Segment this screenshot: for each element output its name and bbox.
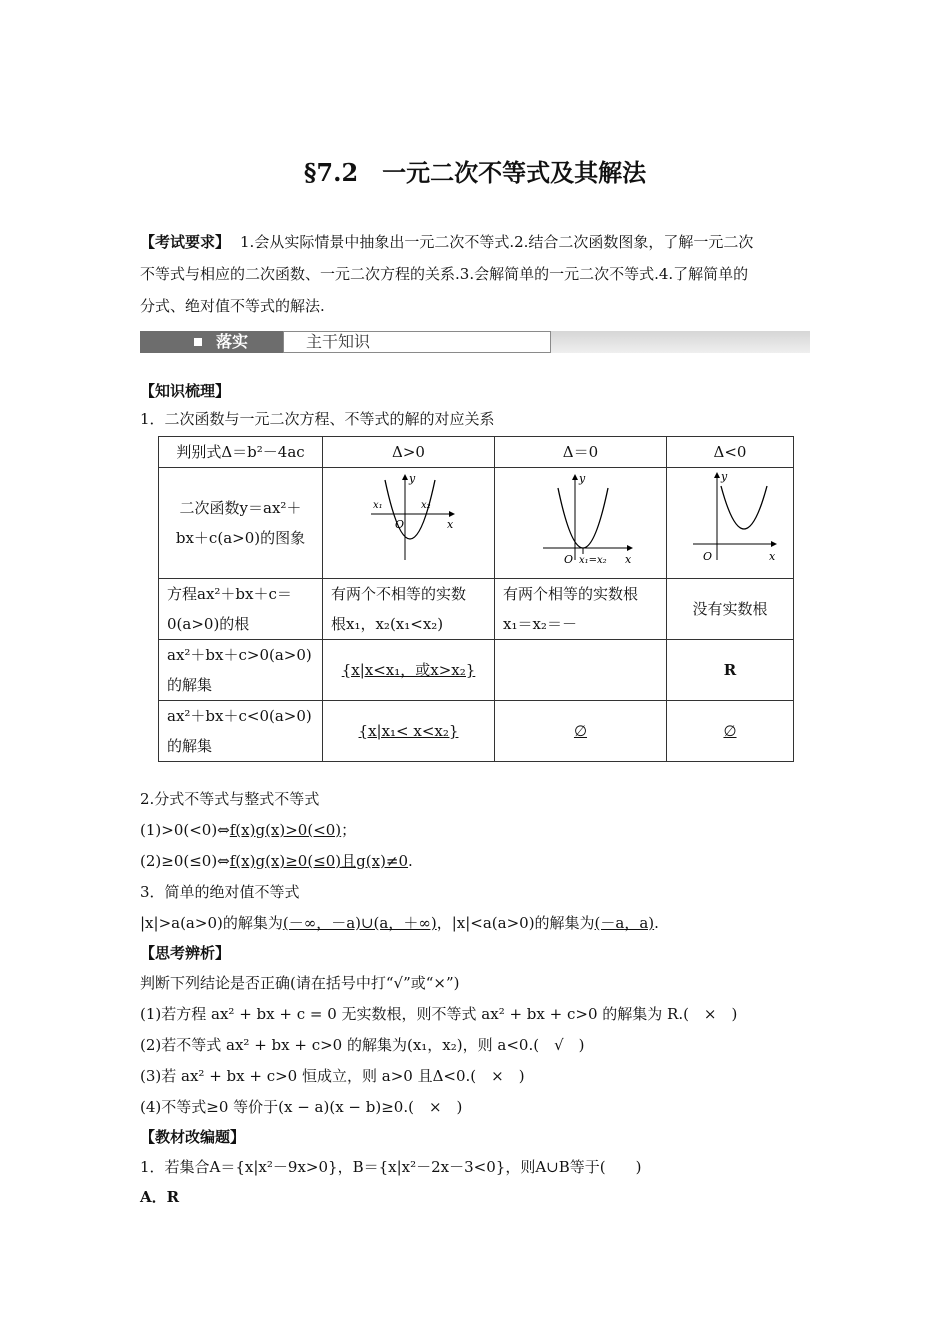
- square-icon: [194, 338, 202, 346]
- table-header-discriminant: 判别式Δ＝b²－4ac: [159, 437, 323, 468]
- row-less-label: ax²＋bx＋c<0(a>0) 的解集: [159, 701, 323, 762]
- row-graph-label: 二次函数y＝ax²＋ bx＋c(a>0)的图象: [159, 468, 323, 579]
- x-axis-label: x: [625, 553, 632, 566]
- less-one-root: ∅: [495, 701, 667, 762]
- parabola-two-roots-graph: [331, 468, 481, 568]
- double-root-label: x₁=x₂: [579, 555, 607, 566]
- row-greater-label: ax²＋bx＋c>0(a>0) 的解集: [159, 640, 323, 701]
- x-axis-label: x: [447, 518, 454, 531]
- textbook-heading: 【教材改编题】: [140, 1128, 246, 1146]
- table-header-negative: Δ<0: [667, 437, 794, 468]
- item3-line: |x|>a(a>0)的解集为(－∞，－a)∪(a，＋∞)，|x|<a(a>0)的解集为(－a，a).: [140, 914, 659, 932]
- knowledge-heading: 【知识梳理】: [140, 382, 231, 400]
- parabola-no-root-graph: [675, 468, 785, 568]
- roots-none: 没有实数根: [667, 579, 794, 640]
- x-axis-label: x: [769, 550, 776, 563]
- root1-label: x₁: [373, 500, 383, 511]
- greater-one-root: [495, 640, 667, 701]
- less-two-roots: {x|x₁< x<x₂}: [323, 701, 495, 762]
- item2-line1: (1)>0(<0)⇔f(x)g(x)>0(<0)；: [140, 821, 357, 839]
- origin-label: O: [564, 553, 574, 566]
- root2-label: x₂: [421, 500, 431, 511]
- parabola-one-root-graph: [503, 468, 653, 568]
- question-1: 1．若集合A＝{x|x²－9x>0}，B＝{x|x²－2x－3<0}，则A∪B等于( ): [140, 1158, 642, 1176]
- think-item-3: (3)若 ax² + bx + c>0 恒成立，则 a>0 且Δ<0.( × ): [140, 1067, 525, 1085]
- roots-one: 有两个相等的实数根 x₁＝x₂＝－: [495, 579, 667, 640]
- item1-heading: 1．二次函数与一元二次方程、不等式的解的对应关系: [140, 410, 495, 428]
- requirements-line2: 不等式与相应的二次函数、一元二次方程的关系.3.会解简单的一元二次不等式.4.了解简单的: [140, 265, 749, 283]
- section-banner: [140, 323, 810, 363]
- banner-left: 落实: [140, 331, 283, 353]
- y-axis-label: y: [409, 472, 416, 485]
- think-item-4: (4)不等式≥0 等价于(x − a)(x − b)≥0.( × ): [140, 1098, 463, 1116]
- knowledge-table: [158, 436, 794, 762]
- y-axis-label: y: [721, 470, 728, 483]
- page-title: §7.2 一元二次不等式及其解法: [303, 158, 647, 187]
- graph-two-roots: [323, 468, 495, 579]
- origin-label: O: [703, 550, 713, 563]
- requirements-tag: 【考试要求】: [140, 233, 231, 251]
- graph-no-root: [667, 468, 794, 579]
- row-roots-label: 方程ax²＋bx＋c＝ 0(a>0)的根: [159, 579, 323, 640]
- graph-one-root: [495, 468, 667, 579]
- greater-two-roots: {x|x<x₁，或x>x₂}: [323, 640, 495, 701]
- roots-two: 有两个不相等的实数 根x₁，x₂(x₁<x₂): [323, 579, 495, 640]
- greater-no-root: R: [667, 640, 794, 701]
- item3-heading: 3．简单的绝对值不等式: [140, 883, 300, 901]
- less-no-root: ∅: [667, 701, 794, 762]
- item2-heading: 2.分式不等式与整式不等式: [140, 790, 320, 808]
- think-intro: 判断下列结论是否正确(请在括号中打“√”或“×”): [140, 974, 460, 992]
- table-header-positive: Δ>0: [323, 437, 495, 468]
- exam-requirements: [140, 226, 812, 322]
- think-item-2: (2)若不等式 ax² + bx + c>0 的解集为(x₁，x₂)，则 a<0.( √ ): [140, 1036, 585, 1054]
- requirements-line3: 分式、绝对值不等式的解法.: [140, 297, 325, 315]
- requirements-line1: 1.会从实际情景中抽象出一元二次不等式.2.结合二次函数图象，了解一元二次: [240, 233, 754, 251]
- table-header-zero: Δ＝0: [495, 437, 667, 468]
- item2-line2: (2)≥0(≤0)⇔f(x)g(x)≥0(≤0)且g(x)≠0.: [140, 852, 413, 870]
- banner-right: 主干知识: [283, 331, 551, 353]
- y-axis-label: y: [579, 472, 586, 485]
- think-item-1: (1)若方程 ax² + bx + c = 0 无实数根，则不等式 ax² + bx + c>0 的解集为 R.( × ): [140, 1005, 738, 1023]
- origin-label: O: [395, 518, 405, 531]
- think-heading: 【思考辨析】: [140, 944, 231, 962]
- question-1-option-a: A．R: [140, 1188, 180, 1206]
